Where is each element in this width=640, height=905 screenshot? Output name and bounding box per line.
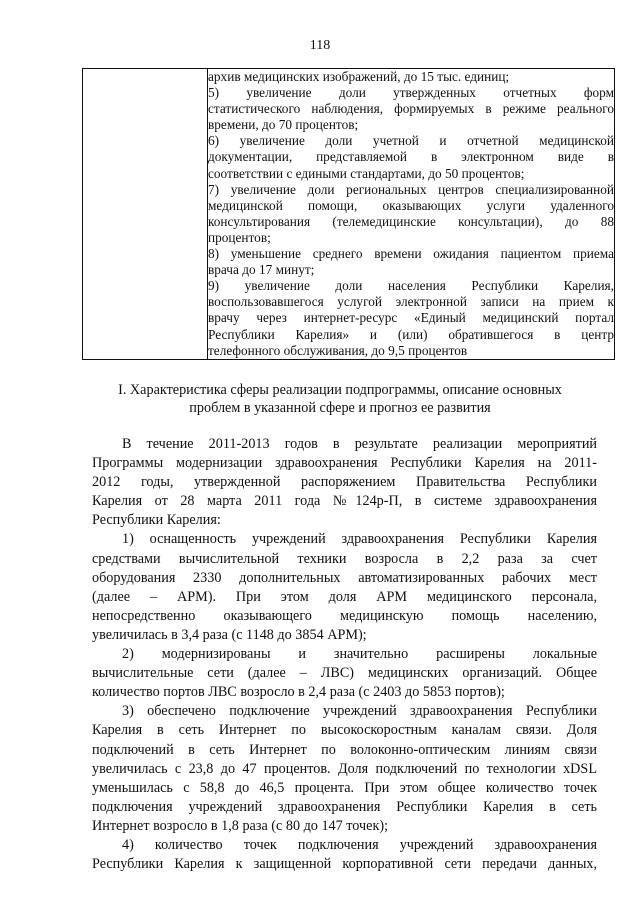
paragraph-line: Карелия в сеть Интернет по высокоскоростным каналам связи. Доля [92,722,597,739]
paragraph-line: подключения учреждений здравоохранения Республики Карелия в сеть [92,798,597,815]
paragraph-line: В течение 2011-2013 годов в результате реализации мероприятий [122,436,597,452]
paragraph-line: (далее – АРМ). При этом доля АРМ медицинского персонала, [92,588,597,605]
paragraph-line: 2012 годы, утвержденной распоряжением Правительства Республики [92,474,597,491]
body-text [92,435,597,874]
table-line: воспользовавшегося услугой электронной записи на прием к [208,294,614,310]
paragraph-line: оборудования 2330 дополнительных автоматизированных рабочих мест [92,569,597,586]
paragraph-line: Интернет возросло в 1,8 раза (с 80 до 147 точек); [92,817,389,834]
paragraph-line: увеличилась в 3,4 раза (с 1148 до 3854 АРМ); [92,626,367,643]
section-heading-line: I. Характеристика сферы реализации подпрограммы, описание основных [118,382,562,398]
paragraph-line: непосредственно оказывающего медицинскую помощь населению, [92,607,597,624]
paragraph-line: вычислительные сети (далее – ЛВС) медицинских организаций. Общее [92,665,597,682]
paragraph-line: Республики Карелия: [92,512,221,529]
paragraph-line: 4) количество точек подключения учреждений здравоохранения [122,836,597,853]
table-line: 8) уменьшение среднего времени ожидания пациентом приема [208,246,614,262]
paragraph-line: Программы модернизации здравоохранения Республики Карелия на 2011- [92,455,597,472]
paragraph-line: увеличилась с 23,8 до 47 процентов. Доля подключений по технологии xDSL [92,760,597,777]
table-line: процентов; [208,229,271,245]
table-line: 6) увеличение доли учетной и отчетной медицинской [208,133,614,149]
section-heading-line: проблем в указанной сфере и прогноз ее развития [189,400,491,416]
table-line: соответствии с едиными стандартами, до 50 процентов; [208,165,525,181]
paragraph-line: Карелия от 28 марта 2011 года №124р-П, в системе здравоохранения [92,493,597,510]
table-line: медицинской помощи, оказывающих услуги удаленного [208,197,614,213]
paragraph-line: Республики Карелия к защищенной корпоративной сети передачи данных, [92,856,597,873]
page-number: 118 [309,38,331,53]
table-line: 5) увеличение доли утвержденных отчетных форм [208,85,614,101]
paragraph-line: 3) обеспечено подключение учреждений здравоохранения Республики [122,703,597,720]
indicators-table [82,68,615,360]
table-line: Республики Карелия» и (или) обратившегося в центр [208,326,614,342]
table-line: документации, представляемой в электронном виде в [208,149,614,165]
table-text-cell [208,69,615,360]
table-line: врача до 17 минут; [208,262,315,278]
table-line: 9) увеличение доли населения Республики Карелия, [208,278,614,294]
section-heading [90,381,590,417]
table-line: врачу через интернет-ресурс «Единый медицинский портал [208,310,614,326]
table-line: консультирования (телемедицинские консультации), до 88 [208,213,614,229]
table-line: времени, до 70 процентов; [208,117,359,133]
table-empty-cell [83,69,208,360]
table-line: 7) увеличение доли региональных центров специализированной [208,181,614,197]
table-row [83,69,615,360]
paragraph-line: 2) модернизированы и значительно расширены локальные [122,646,597,663]
paragraph-line: подключений в сеть Интернет по волоконно-оптическим линиям связи [92,741,597,758]
paragraph-line: уменьшилась с 58,8 до 46,5 процента. При этом общее количество точек [92,779,597,796]
table-line: статистического наблюдения, формируемых в режиме реального [208,101,614,117]
table-line: архив медицинских изображений, до 15 тыс. единиц; [208,69,510,84]
paragraph-line: количество портов ЛВС возросло в 2,4 раза (с 2403 до 5853 портов); [92,684,505,701]
table-line: телефонного обслуживания, до 9,5 процентов [208,342,468,358]
paragraph-line: средствами вычислительной техники возросла в 2,2 раза за счет [92,550,597,567]
paragraph-line: 1) оснащенность учреждений здравоохранения Республики Карелия [122,531,597,548]
